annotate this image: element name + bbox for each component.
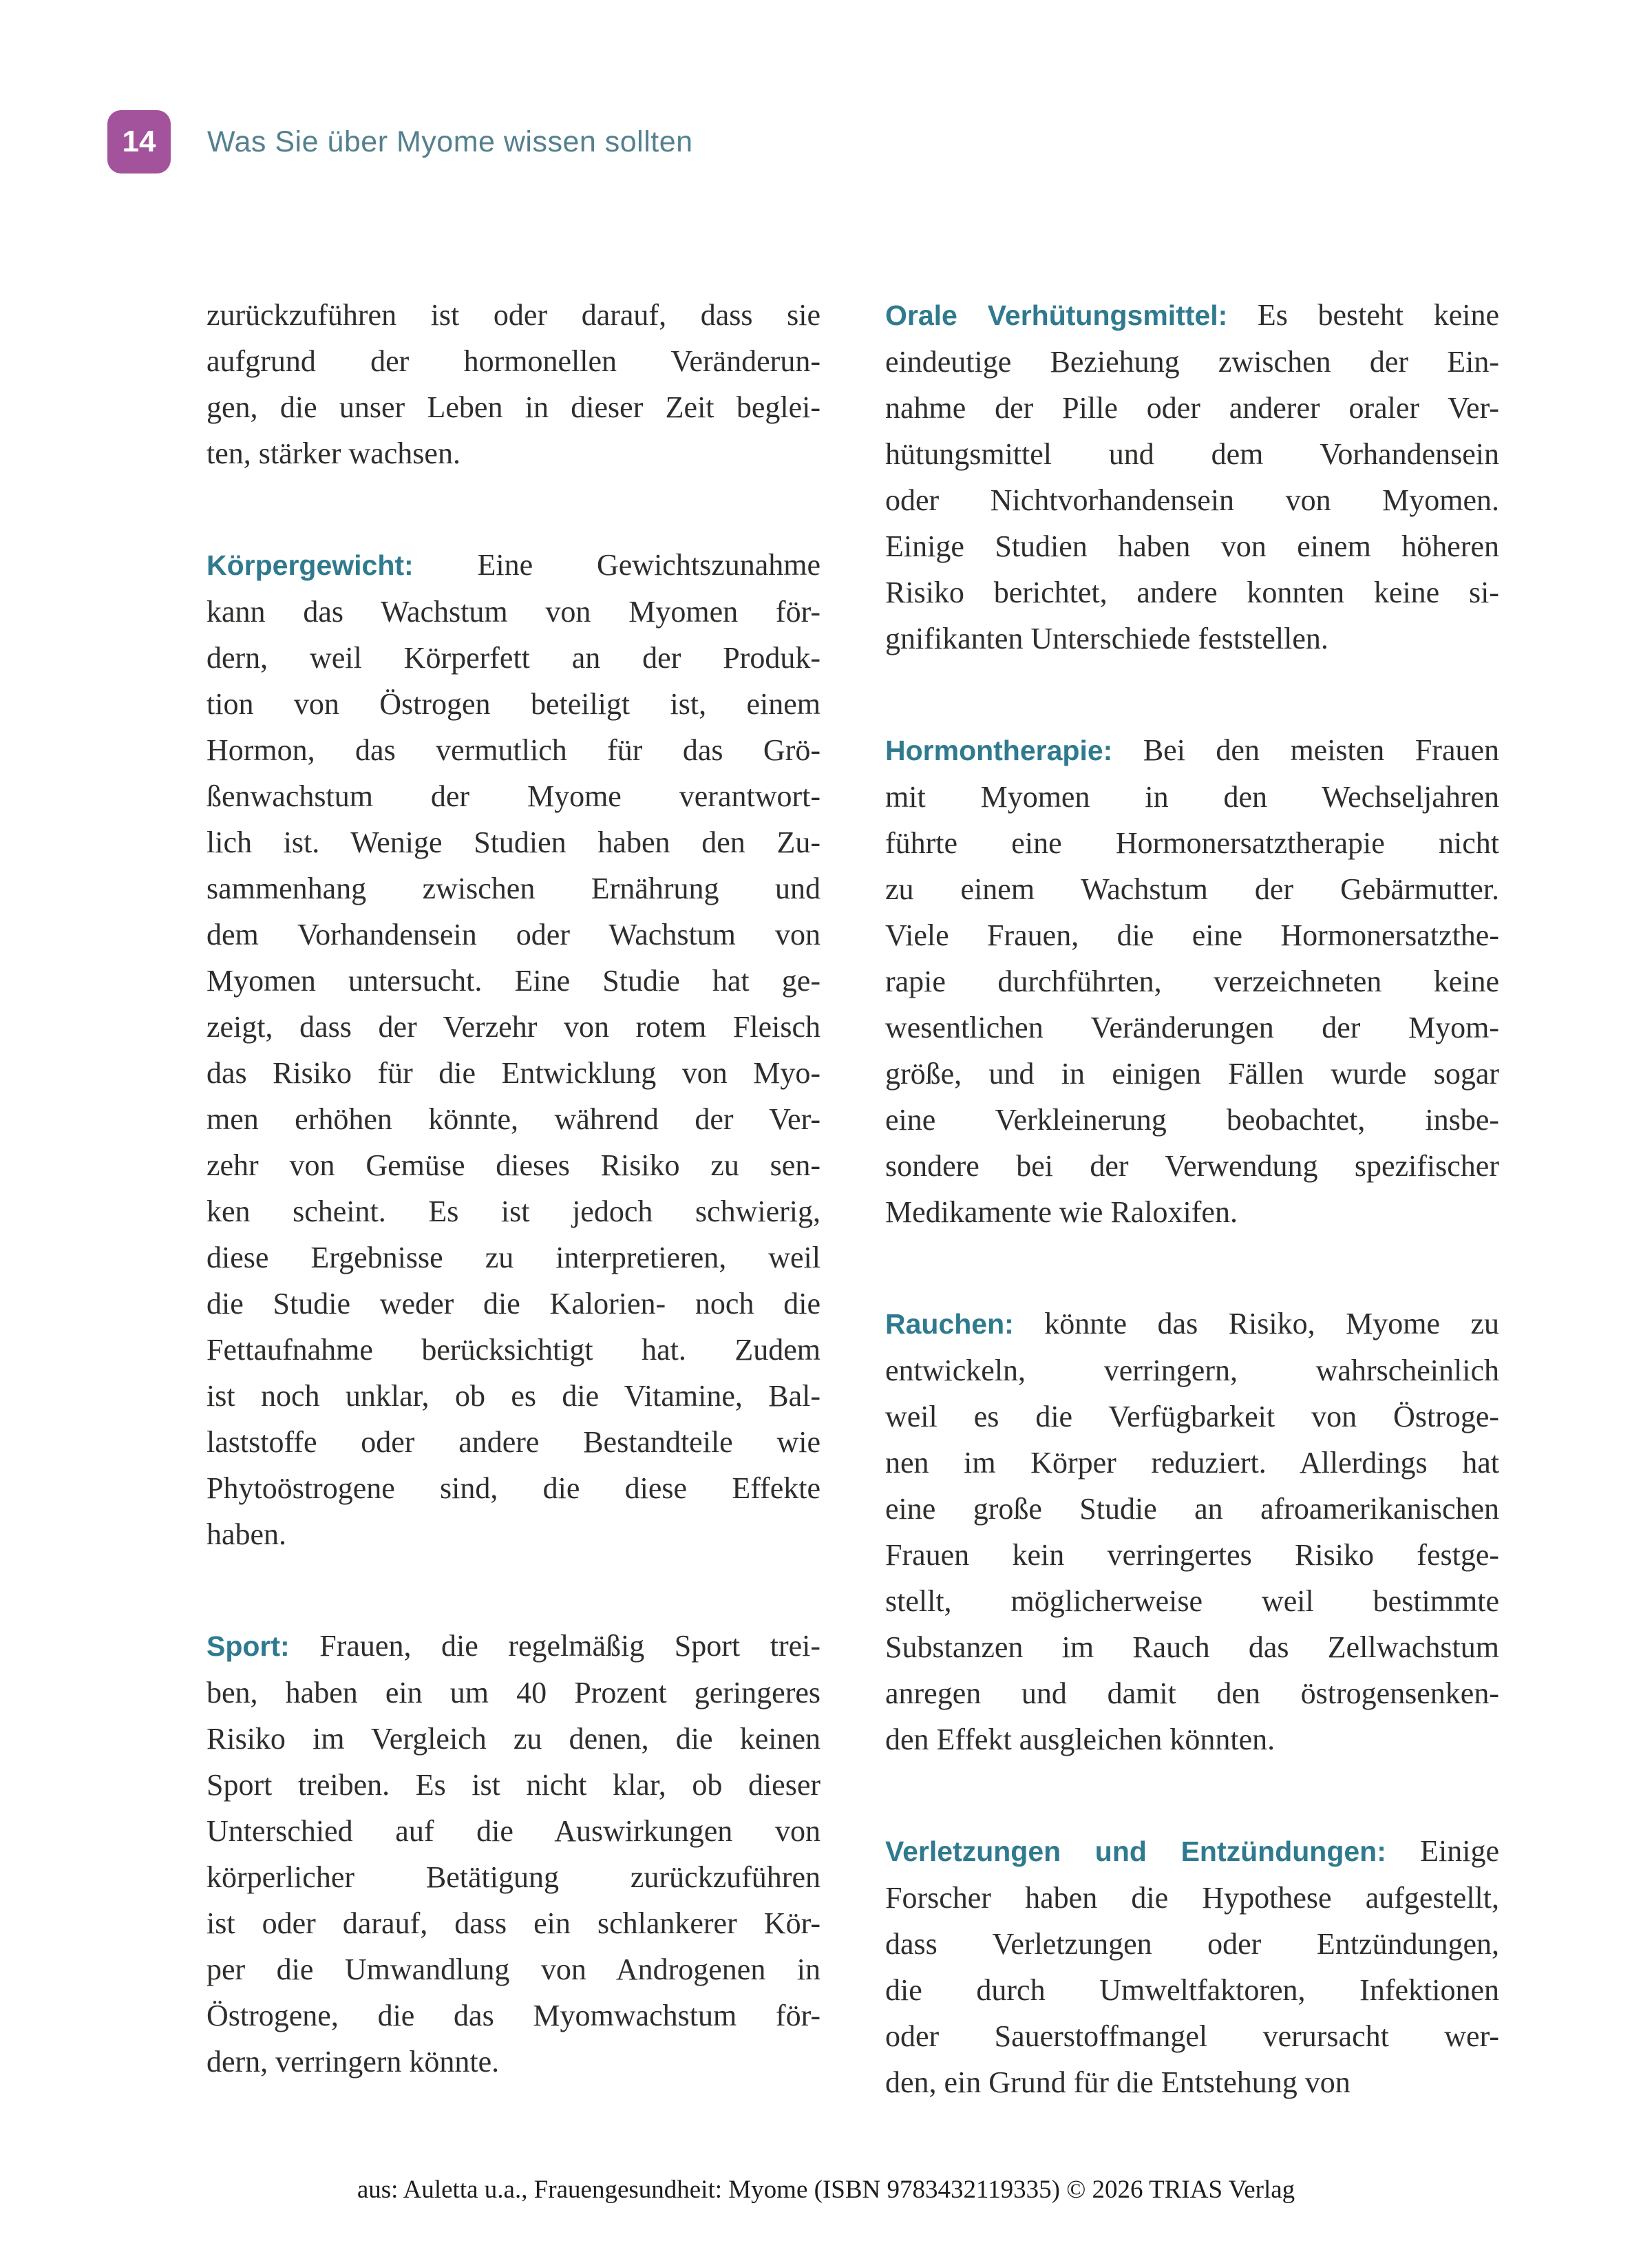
column-right [885, 292, 1499, 2105]
text-line: körperlicher Betätigung zurückzuführen [206, 1860, 820, 1894]
text-line: Orale Verhütungsmittel: Es besteht keine [885, 298, 1499, 332]
text-line: wesentlichen Veränderungen der Myom- [885, 1011, 1499, 1044]
chapter-title: Was Sie über Myome wissen sollten [207, 125, 693, 158]
text-line: das Risiko für die Entwicklung von Myo- [206, 1056, 820, 1090]
text-line: hütungsmittel und dem Vorhandensein [885, 437, 1499, 471]
paragraph [206, 292, 820, 476]
text-line: haben. [206, 1517, 287, 1551]
text-line: kann das Wachstum von Myomen för- [206, 595, 820, 629]
paragraph [885, 727, 1499, 1235]
text-line: stellt, möglicherweise weil bestimmte [885, 1584, 1499, 1618]
text-line: ist noch unklar, ob es die Vitamine, Bal- [206, 1379, 820, 1413]
text-line: diese Ergebnisse zu interpretieren, weil [206, 1241, 820, 1274]
text-line: Unterschied auf die Auswirkungen von [206, 1814, 820, 1848]
text-line: dass Verletzungen oder Entzündungen, [885, 1927, 1499, 1961]
text-line: Frauen kein verringertes Risiko festge- [885, 1538, 1499, 1572]
text-line: Substanzen im Rauch das Zellwachstum [885, 1630, 1499, 1664]
paragraph [885, 1301, 1499, 1763]
text-line: Viele Frauen, die eine Hormonersatzthe- [885, 918, 1499, 952]
paragraph-label: Orale Verhütungsmittel: [885, 299, 1228, 331]
text-line: Östrogene, die das Myomwachstum för- [206, 1999, 820, 2032]
text-line: Risiko im Vergleich zu denen, die keinen [206, 1722, 820, 1756]
paragraph [206, 1623, 820, 2085]
text-line: aufgrund der hormonellen Veränderun- [206, 344, 820, 378]
text-line: gen, die unser Leben in dieser Zeit beglei- [206, 390, 820, 424]
page-content [206, 292, 1499, 2105]
paragraph-label: Sport: [206, 1630, 290, 1662]
text-line: führte eine Hormonersatztherapie nicht [885, 826, 1499, 860]
text-line: per die Umwandlung von Androgenen in [206, 1953, 820, 1986]
text-line: ten, stärker wachsen. [206, 436, 460, 470]
text-line: Hormontherapie: Bei den meisten Frauen [885, 733, 1499, 767]
text-line: laststoffe oder andere Bestandteile wie [206, 1425, 820, 1459]
text-line: oder Nichtvorhandensein von Myomen. [885, 483, 1499, 517]
text-line: Risiko berichtet, andere konnten keine si- [885, 576, 1499, 609]
text-line: anregen und damit den östrogensenken- [885, 1676, 1499, 1710]
paragraph-label: Verletzungen und Entzündungen: [885, 1835, 1386, 1867]
text-line: dern, verringern könnte. [206, 2045, 500, 2079]
paragraph [206, 542, 820, 1557]
text-line: nen im Körper reduziert. Allerdings hat [885, 1446, 1499, 1480]
text-line: den Effekt ausgleichen könnten. [885, 1723, 1275, 1756]
text-line: sondere bei der Verwendung spezifischer [885, 1149, 1499, 1183]
paragraph-label: Körpergewicht: [206, 549, 414, 581]
text-line: Myomen untersucht. Eine Studie hat ge- [206, 964, 820, 998]
text-line: Verletzungen und Entzündungen: Einige [885, 1834, 1499, 1868]
text-line: den, ein Grund für die Entstehung von [885, 2065, 1351, 2099]
text-line: Hormon, das vermutlich für das Grö- [206, 733, 820, 767]
copyright-line: aus: Auletta u.a., Frauengesundheit: Myome (ISBN 9783432119335) © 2026 TRIAS Verlag [357, 2176, 1295, 2204]
text-line: größe, und in einigen Fällen wurde sogar [885, 1057, 1499, 1091]
text-line: Körpergewicht: Eine Gewichtszunahme [206, 548, 820, 582]
text-line: Phytoöstrogene sind, die diese Effekte [206, 1471, 820, 1505]
text-line: zu einem Wachstum der Gebärmutter. [885, 872, 1499, 906]
text-line: ben, haben ein um 40 Prozent geringeres [206, 1676, 820, 1709]
text-line: eindeutige Beziehung zwischen der Ein- [885, 345, 1499, 379]
text-line: weil es die Verfügbarkeit von Östroge- [885, 1400, 1499, 1433]
text-line: zurückzuführen ist oder darauf, dass sie [206, 298, 820, 332]
text-line: mit Myomen in den Wechseljahren [885, 780, 1499, 814]
text-line: gnifikanten Unterschiede feststellen. [885, 622, 1328, 655]
text-line: die durch Umweltfaktoren, Infektionen [885, 1973, 1499, 2007]
text-line: zeigt, dass der Verzehr von rotem Fleisch [206, 1010, 820, 1044]
text-line: Forscher haben die Hypothese aufgestellt, [885, 1881, 1499, 1915]
text-line: rapie durchführten, verzeichneten keine [885, 965, 1499, 998]
text-line: lich ist. Wenige Studien haben den Zu- [206, 825, 820, 859]
text-line: Rauchen: könnte das Risiko, Myome zu [885, 1307, 1499, 1340]
paragraph-label: Hormontherapie: [885, 735, 1113, 766]
text-line: Fettaufnahme berücksichtigt hat. Zudem [206, 1333, 820, 1367]
page-number: 14 [122, 125, 156, 158]
text-line: men erhöhen könnte, während der Ver- [206, 1102, 820, 1136]
text-line: die Studie weder die Kalorien- noch die [206, 1287, 820, 1321]
text-line: Einige Studien haben von einem höheren [885, 529, 1499, 563]
text-line: tion von Östrogen beteiligt ist, einem [206, 687, 820, 721]
column-left [206, 292, 820, 2105]
text-line: ßenwachstum der Myome verantwort- [206, 779, 820, 813]
text-line: sammenhang zwischen Ernährung und [206, 872, 820, 905]
text-line: entwickeln, verringern, wahrscheinlich [885, 1354, 1499, 1387]
page-number-badge [107, 110, 171, 173]
text-line: eine Verkleinerung beobachtet, insbe- [885, 1103, 1499, 1137]
text-line: dern, weil Körperfett an der Produk- [206, 641, 820, 675]
text-line: Sport treiben. Es ist nicht klar, ob dieser [206, 1768, 820, 1802]
text-line: dem Vorhandensein oder Wachstum von [206, 918, 820, 951]
text-line: nahme der Pille oder anderer oraler Ver- [885, 391, 1499, 425]
text-line: zehr von Gemüse dieses Risiko zu sen- [206, 1148, 820, 1182]
text-line: Sport: Frauen, die regelmäßig Sport trei- [206, 1629, 820, 1663]
text-line: ken scheint. Es ist jedoch schwierig, [206, 1195, 820, 1228]
text-line: eine große Studie an afroamerikanischen [885, 1492, 1499, 1526]
text-line: Medikamente wie Raloxifen. [885, 1195, 1238, 1229]
text-line: oder Sauerstoffmangel verursacht wer- [885, 2019, 1499, 2053]
paragraph [885, 1828, 1499, 2105]
paragraph-label: Rauchen: [885, 1308, 1014, 1340]
paragraph [885, 292, 1499, 662]
text-line: ist oder darauf, dass ein schlankerer Kör- [206, 1906, 820, 1940]
